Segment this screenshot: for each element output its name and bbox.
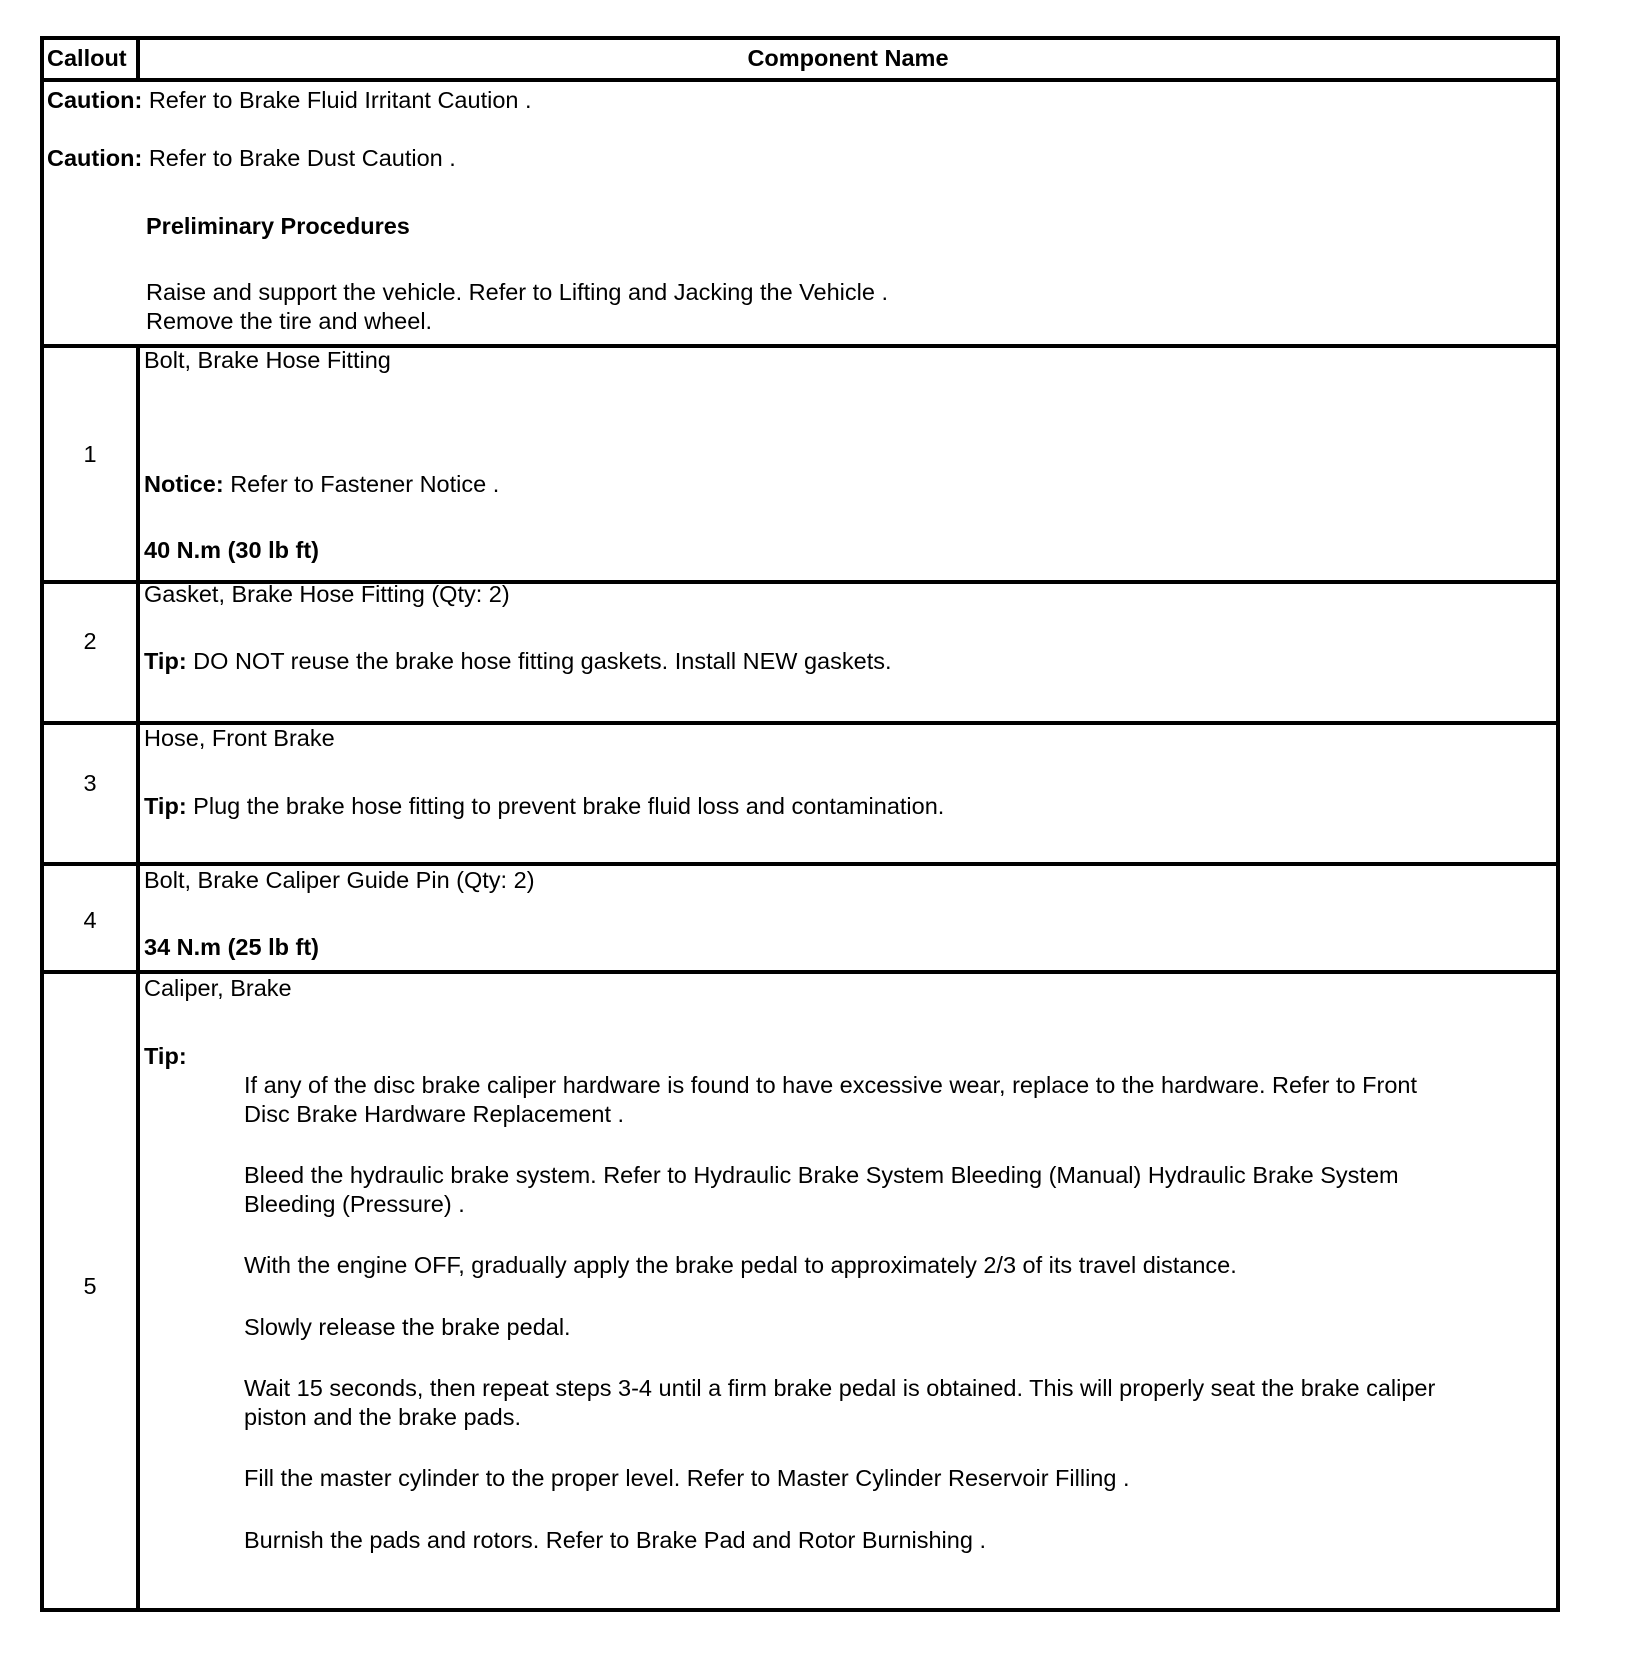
component-name: Hose, Front Brake xyxy=(144,725,335,751)
tip-step: Bleeding (Pressure) . xyxy=(244,1191,465,1217)
component-name: Gasket, Brake Hose Fitting (Qty: 2) xyxy=(144,581,510,607)
callout-number: 5 xyxy=(83,1273,97,1299)
tip-text: DO NOT reuse the brake hose fitting gaskets. Install NEW gaskets. xyxy=(193,648,892,674)
component-table xyxy=(40,36,1560,1612)
tip-step: Slowly release the brake pedal. xyxy=(244,1314,571,1340)
preliminary-procedures-heading: Preliminary Procedures xyxy=(146,213,410,239)
component-name: Bolt, Brake Caliper Guide Pin (Qty: 2) xyxy=(144,867,535,893)
tip-label: Tip: xyxy=(144,1043,187,1069)
callout-number: 1 xyxy=(83,441,97,467)
tip-step: Wait 15 seconds, then repeat steps 3-4 until a firm brake pedal is obtained. This will properly seat the brake caliper xyxy=(244,1375,1436,1401)
component-name-header: Component Name xyxy=(747,45,949,71)
tip-step: If any of the disc brake caliper hardware is found to have excessive wear, replace to the hardware. Refer to Front xyxy=(244,1072,1418,1098)
tip-line xyxy=(144,647,892,675)
caution-text: Refer to Brake Dust Caution . xyxy=(148,145,456,171)
notice-label: Notice: xyxy=(144,471,224,497)
callout-number: 4 xyxy=(83,907,97,933)
tip-step: Fill the master cylinder to the proper level. Refer to Master Cylinder Reservoir Filling . xyxy=(244,1465,1130,1491)
tip-step: Bleed the hydraulic brake system. Refer to Hydraulic Brake System Bleeding (Manual) Hydraulic Brake System xyxy=(244,1162,1399,1188)
notice-text: Refer to Fastener Notice . xyxy=(230,471,500,497)
caution-brake-fluid xyxy=(47,86,532,114)
tip-label: Tip: xyxy=(144,648,187,674)
callout-number: 2 xyxy=(83,628,97,654)
preliminary-step: Remove the tire and wheel. xyxy=(146,308,433,334)
column-divider xyxy=(136,344,140,1608)
caution-text: Refer to Brake Fluid Irritant Caution . xyxy=(148,87,532,113)
component-name: Bolt, Brake Hose Fitting xyxy=(144,347,391,373)
preliminary-step: Raise and support the vehicle. Refer to Lifting and Jacking the Vehicle . xyxy=(146,279,889,305)
caution-label: Caution: xyxy=(47,145,143,171)
tip-step: Disc Brake Hardware Replacement . xyxy=(244,1101,625,1127)
component-name: Caliper, Brake xyxy=(144,975,292,1001)
caution-label: Caution: xyxy=(47,87,143,113)
tip-step: With the engine OFF, gradually apply the brake pedal to approximately 2/3 of its travel distance. xyxy=(244,1252,1237,1278)
callout-header: Callout xyxy=(47,45,127,71)
tip-step: piston and the brake pads. xyxy=(244,1404,521,1430)
tip-step: Burnish the pads and rotors. Refer to Brake Pad and Rotor Burnishing . xyxy=(244,1527,986,1553)
caution-brake-dust xyxy=(47,144,456,172)
row-divider xyxy=(44,78,1556,82)
tip-text: Plug the brake hose fitting to prevent brake fluid loss and contamination. xyxy=(193,793,945,819)
notice-line xyxy=(144,470,499,498)
torque-spec: 40 N.m (30 lb ft) xyxy=(144,537,319,563)
tip-line xyxy=(144,792,944,820)
torque-spec: 34 N.m (25 lb ft) xyxy=(144,934,319,960)
tip-label: Tip: xyxy=(144,793,187,819)
callout-number: 3 xyxy=(83,770,97,796)
